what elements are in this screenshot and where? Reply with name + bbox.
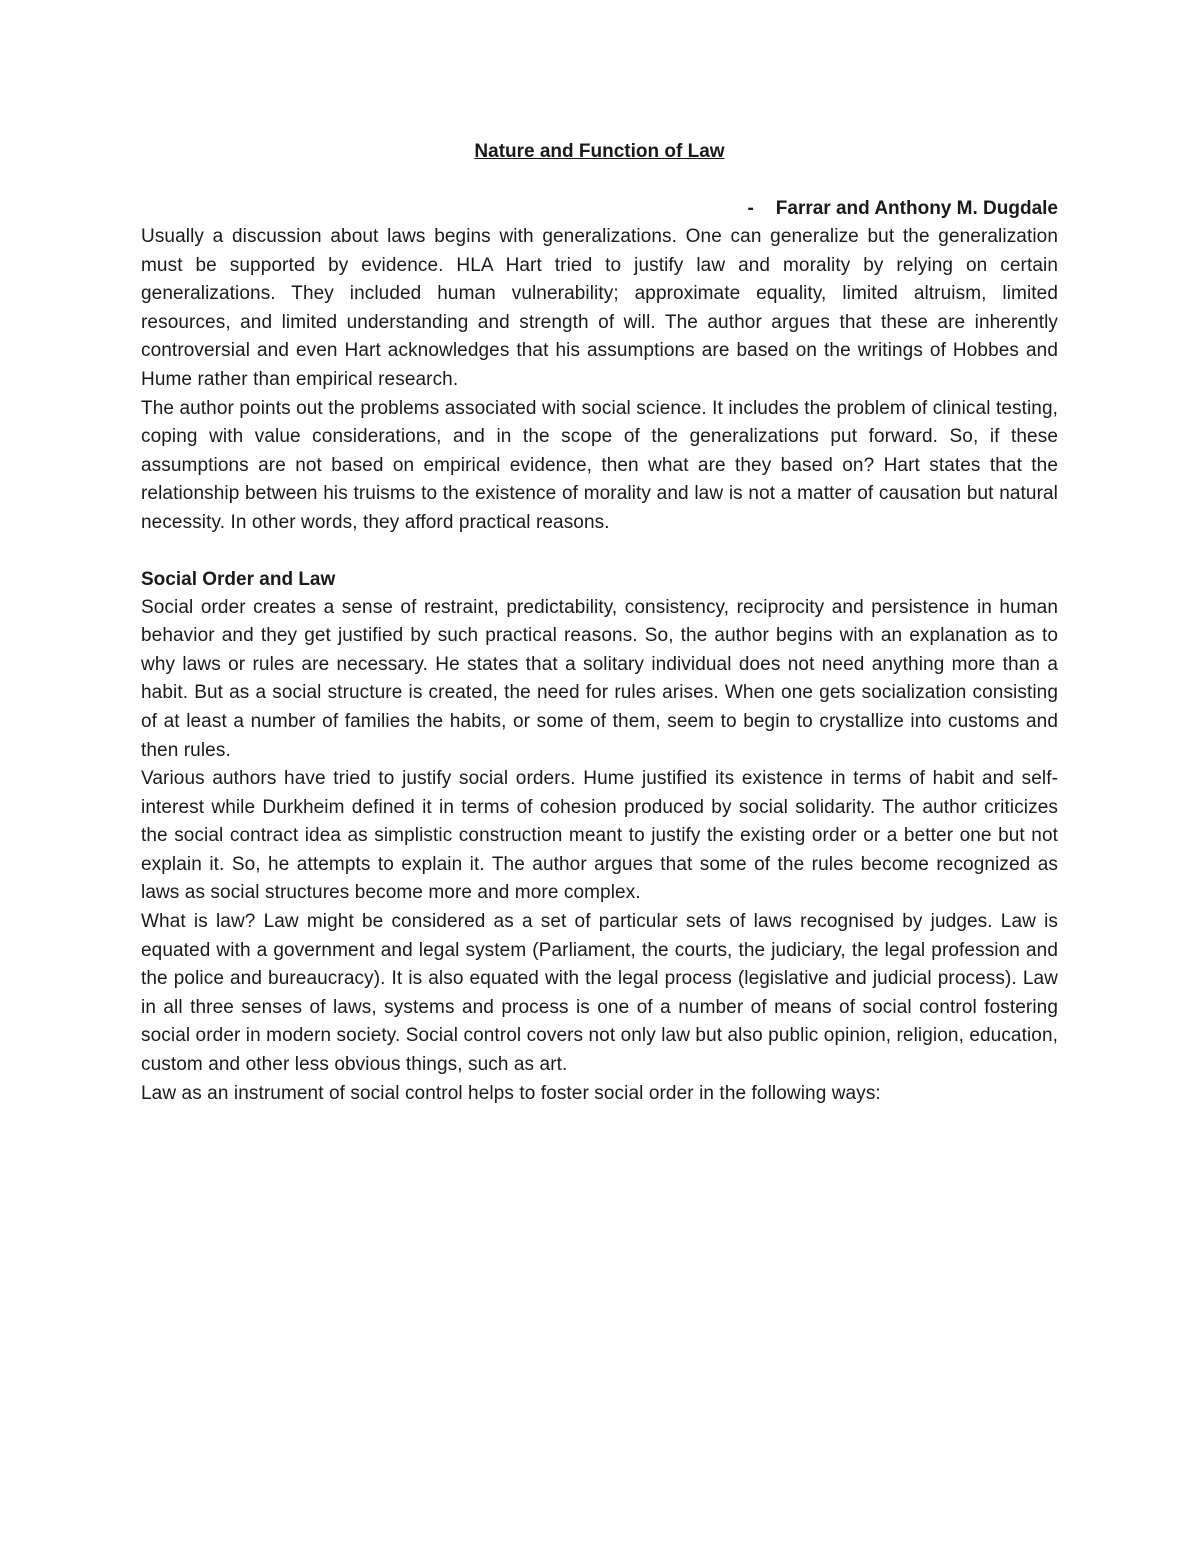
paragraph: The author points out the problems associated with social science. It includes the problem of clinical testing, coping with value considerations, and in the scope of the generalizations put forward. So, if these assumptions are not based on empirical evidence, then what are they based on? Hart states that the relationship between his truisms to the existence of morality and law is not a matter of causation but natural necessity. In other words, they afford practical reasons. xyxy=(141,397,1058,533)
document-title: Nature and Function of Law xyxy=(474,141,725,162)
author-name: Farrar and Anthony M. Dugdale xyxy=(775,198,1058,219)
paragraph: What is law? Law might be considered as a set of particular sets of laws recognised by judges. Law is equated with a government and legal system (Parliament, the courts, the judiciary, the legal profession and the police and bureaucracy). It is also equated with the legal process (legislative and judicial process). Law in all three senses of laws, systems and process is one of a number of means of social control fostering social order in modern society. Social control covers not only law but also public opinion, religion, education, custom and other less obvious things, such as art. xyxy=(141,911,1059,1076)
paragraph: Social order creates a sense of restraint, predictability, consistency, reciprocity and persistence in human behavior and they get justified by such practical reasons. So, the author begins with an explanation as to why laws or rules are necessary. He states that a solitary individual does not need anything more than a habit. But as a social structure is created, the need for rules arises. When one gets socialization consisting of at least a number of families the habits, or some of them, seem to begin to crystallize into customs and then rules. xyxy=(141,596,1058,761)
document-body xyxy=(141,138,1058,1108)
author-line xyxy=(141,195,1058,223)
paragraph: Usually a discussion about laws begins with generalizations. One can generalize but the generalization must be supported by evidence. HLA Hart tried to justify law and morality by relying on certain generalizations. They included human vulnerability; approximate equality, limited altruism, limited resources, and limited understanding and strength of will. The author argues that these are inherently controversial and even Hart acknowledges that his assumptions are based on the writings of Hobbes and Hume rather than empirical research. xyxy=(141,226,1058,390)
section-heading: Social Order and Law xyxy=(141,568,336,590)
paragraph: Law as an instrument of social control helps to foster social order in the following ways: xyxy=(141,1082,881,1104)
author-dash: - xyxy=(747,198,754,219)
paragraph: Various authors have tried to justify social orders. Hume justified its existence in terms of habit and self-interest while Durkheim defined it in terms of cohesion produced by social solidarity. The author criticizes the social contract idea as simplistic construction meant to justify the existing order or a better one but not explain it. So, he attempts to explain it. The author argues that some of the rules become recognized as laws as social structures become more and more complex. xyxy=(141,768,1058,904)
